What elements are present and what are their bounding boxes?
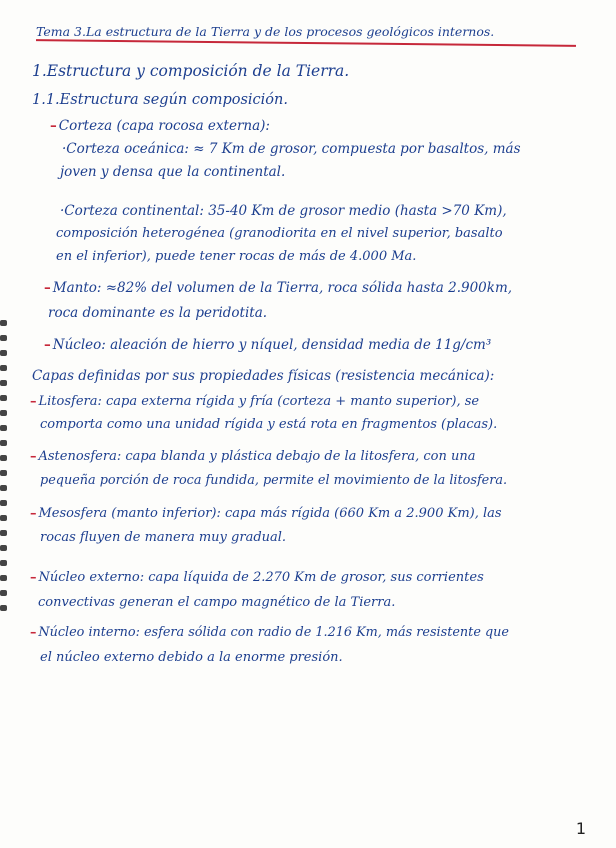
text-line [56,226,503,241]
red-dash-marker: – [30,449,37,464]
text-line [56,249,416,264]
line-text: Manto: ≈82% del volumen de la Tierra, roca sólida hasta 2.900km, [52,280,513,296]
bullet-line [30,394,479,409]
section-heading: 1.Estructura y composición de la Tierra. [32,62,350,80]
bullet-line [50,118,270,134]
bullet-line [44,337,491,353]
line-text: composición heterogénea (granodiorita en el nivel superior, basalto [56,226,503,241]
page-number: 1 [575,819,586,838]
text-line [62,141,521,157]
line-text: Núcleo: aleación de hierro y níquel, densidad media de 11g/cm³ [52,337,492,353]
title-underline [36,39,576,47]
line-text: joven y densa que la continental. [60,164,286,180]
text-line [40,417,497,432]
red-dash-marker: – [50,118,57,134]
bullet-line [30,506,502,521]
line-text: Mesosfera (manto inferior): capa más rígida (660 Km a 2.900 Km), las [38,506,502,521]
line-text: Núcleo interno: esfera sólida con radio de 1.216 Km, más resistente que [38,625,509,640]
line-text: Capas definidas por sus propiedades físicas (resistencia mecánica): [32,368,495,384]
text-line [60,164,285,180]
text-line [60,203,507,219]
subsection-heading: 1.1.Estructura según composición. [32,92,288,108]
page-title: Tema 3.La estructura de la Tierra y de los procesos geológicos internos. [36,24,495,39]
red-dash-marker: – [30,625,37,640]
red-dash-marker: – [44,337,51,353]
line-text: Corteza (capa rocosa externa): [58,118,270,134]
bullet-line [44,280,512,296]
text-line [32,368,494,384]
line-text: Astenosfera: capa blanda y plástica debajo de la litosfera, con una [38,449,476,464]
red-dash-marker: – [30,394,37,409]
red-dash-marker: – [30,506,37,521]
text-line [40,473,507,488]
line-text: convectivas generan el campo magnético de la Tierra. [38,595,396,610]
red-dash-marker: – [44,280,51,296]
line-text: roca dominante es la peridotita. [48,305,268,321]
line-text: rocas fluyen de manera muy gradual. [40,530,287,545]
line-text: ·Corteza oceánica: ≈ 7 Km de grosor, compuesta por basaltos, más [62,141,521,157]
line-text: Núcleo externo: capa líquida de 2.270 Km de grosor, sus corrientes [38,570,484,585]
text-line [40,530,286,545]
text-line [38,595,395,610]
text-line [48,305,267,321]
bullet-line [30,625,509,640]
binder-holes [0,320,10,620]
red-dash-marker: – [30,570,37,585]
bullet-line [30,449,475,464]
line-text: ·Corteza continental: 35-40 Km de grosor medio (hasta >70 Km), [60,203,507,219]
line-text: comporta como una unidad rígida y está rota en fragmentos (placas). [40,417,498,432]
bullet-line [30,570,484,585]
text-line [40,650,343,665]
line-text: el núcleo externo debido a la enorme presión. [40,650,343,665]
line-text: en el inferior), puede tener rocas de más de 4.000 Ma. [56,249,417,264]
line-text: pequeña porción de roca fundida, permite el movimiento de la litosfera. [40,473,508,488]
line-text: Litosfera: capa externa rígida y fría (corteza + manto superior), se [38,394,480,409]
